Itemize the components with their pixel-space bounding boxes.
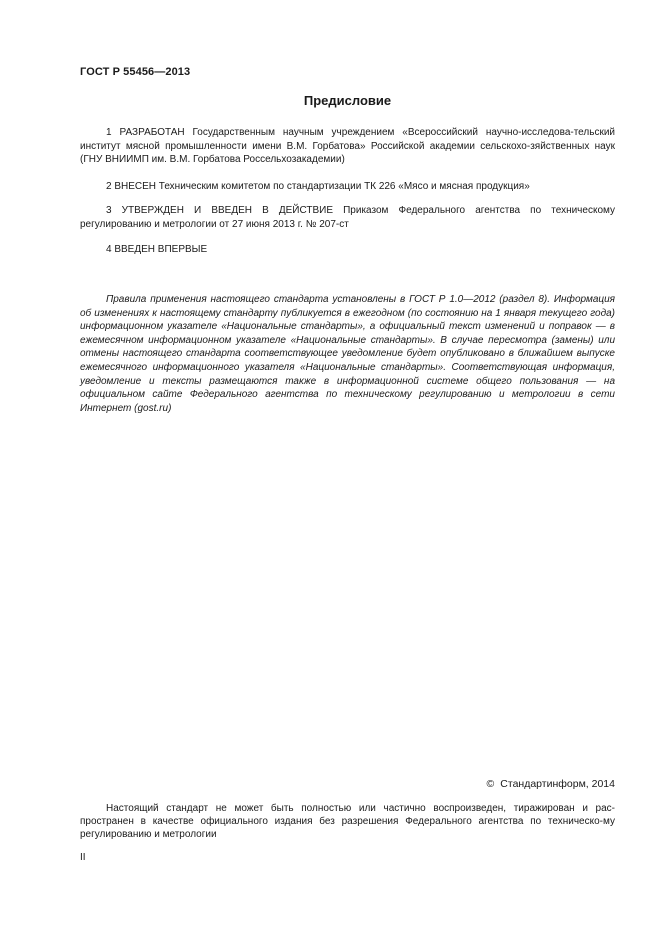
application-rules-note: Правила применения настоящего стандарта установлены в ГОСТ Р 1.0—2012 (раздел 8). Информация об изменениях к настоящему стандарту публикуется в ежегодном (по состоянию на 1 января текущего года) информационном указателе «Национальные стандарты», а официальный текст изменений и поправок — в ежемесячном информационном указателе «Национальные стандарты». В случае пересмотра (замены) или отмены настоящего стандарта соответствующее уведомление будет опубликовано в ближайшем выпуске ежемесячного информационного указателя «Национальные стандарты». Соответствующая информация, уведомление и тексты размещаются также в информационной системе общего пользования — на официальном сайте Федерального агентства по техническому регулированию и метрологии в сети Интернет (gost.ru) <box>80 294 615 414</box>
paragraph-approved: 3 УТВЕРЖДЕН И ВВЕДЕН В ДЕЙСТВИЕ Приказом Федерального агентства по техническому регулированию и метрологии от 27 июня 2013 г. № 207-ст <box>80 205 615 230</box>
page-number: II <box>80 852 86 863</box>
reproduction-restriction: Настоящий стандарт не может быть полностью или частично воспроизведен, тиражирован и рас-пространен в качестве официального издания без разрешения Федерального агентства по техническо-му регулированию и метрологии <box>80 803 615 840</box>
copyright-icon: © <box>486 778 495 790</box>
document-id: ГОСТ Р 55456—2013 <box>80 66 191 78</box>
copyright-line <box>430 778 615 790</box>
page-title: Предисловие <box>303 93 392 108</box>
paragraph-first-introduced: 4 ВВЕДЕН ВПЕРВЫЕ <box>106 244 208 255</box>
paragraph-introduced-by: 2 ВНЕСЕН Техническим комитетом по стандартизации ТК 226 «Мясо и мясная продукция» <box>106 181 530 192</box>
copyright-text: Стандартинформ, 2014 <box>500 778 615 790</box>
paragraph-developed-by: 1 РАЗРАБОТАН Государственным научным учреждением «Всероссийский научно-исследова-тельский институт мясной промышленности имени В.М. Горбатова» Российской академии сельскохо-зяйственных наук (ГНУ ВНИИМП им. В.М. Горбатова Россельхозакадемии) <box>80 127 615 165</box>
